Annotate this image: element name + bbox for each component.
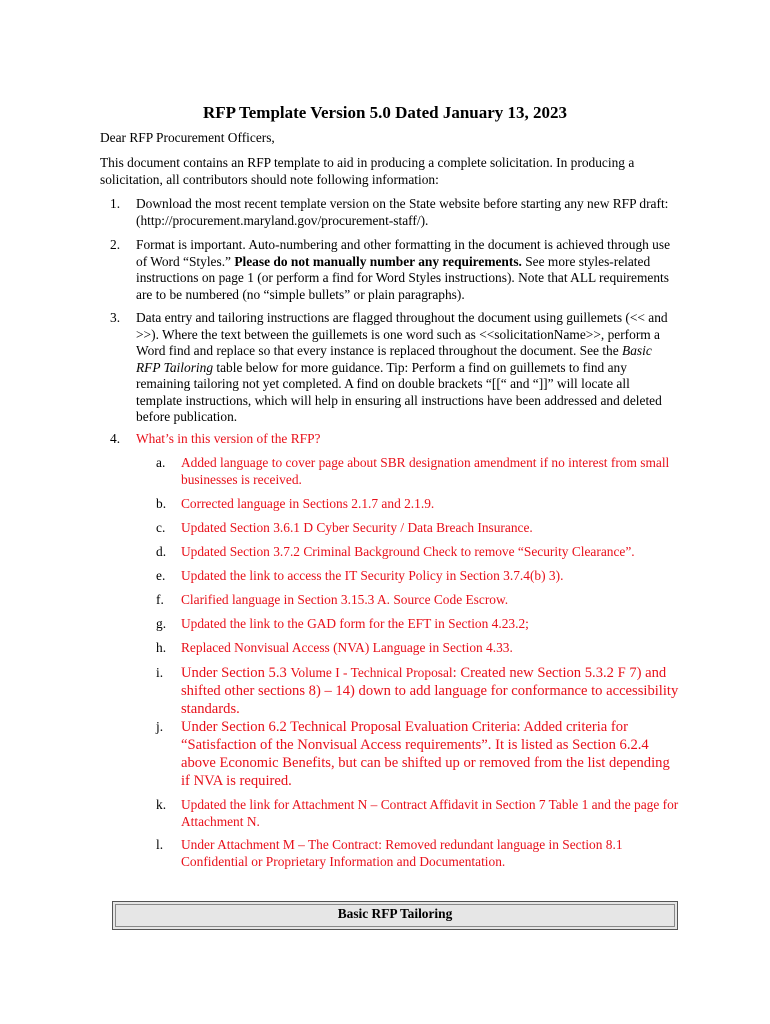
table-header: Basic RFP Tailoring bbox=[337, 906, 453, 921]
sub-item-text: Clarified language in Section 3.15.3 A. Source Code Escrow. bbox=[181, 592, 509, 607]
bold-run: Please do not manually number any requirements. bbox=[234, 253, 522, 269]
sub-item-letter: a. bbox=[156, 455, 166, 470]
list-item-text bbox=[136, 310, 676, 426]
sub-item-letter: b. bbox=[156, 496, 167, 511]
sub-item-letter: d. bbox=[156, 544, 167, 559]
sub-item-text: Under Section 6.2 Technical Proposal Evaluation Criteria: Added criteria for “Satisfaction of the Nonvisual Access requirements”. It is listed as Section 6.2.4 above Economic Benefits, but can be shifted up or removed from the list depending if NVA is required. bbox=[181, 719, 670, 789]
list-item-number: 3. bbox=[110, 310, 121, 325]
sub-item-letter: l. bbox=[156, 837, 164, 852]
sub-item-text: Updated the link to access the IT Security Policy in Section 3.7.4(b) 3). bbox=[181, 568, 564, 583]
list-item-number: 4. bbox=[110, 431, 121, 446]
page-title: RFP Template Version 5.0 Dated January 13, 2023 bbox=[202, 103, 568, 122]
list-item-text: What’s in this version of the RFP? bbox=[136, 431, 321, 446]
sub-item-letter: k. bbox=[156, 797, 167, 812]
text-run: : Created new Section 5.3.2 F 7) and shifted other sections 8) – 14) down to add language for conformance to accessibility standards. bbox=[181, 665, 679, 717]
sub-item-letter: j. bbox=[156, 719, 164, 734]
sub-item-letter: i. bbox=[156, 665, 164, 680]
text-run: Volume I - Technical Proposal bbox=[290, 665, 453, 680]
sub-item-letter: c. bbox=[156, 520, 166, 535]
text-run: table below for more guidance. Tip: Perform a find on guillemets to find any remaining tailoring not yet completed. A find on double brackets “[[“ and “]]” will locate all template instructions, which will help in ensuring all instructions have been addressed and deleted before publication. bbox=[136, 359, 662, 424]
sub-item-text: Updated the link for Attachment N – Contract Affidavit in Section 7 Table 1 and the page for Attachment N. bbox=[181, 797, 679, 829]
italic-run: Basic RFP Tailoring bbox=[136, 343, 652, 375]
list-item-number: 2. bbox=[110, 237, 121, 252]
intro-paragraph: This document contains an RFP template to aid in producing a complete solicitation. In producing a solicitation, all contributors should note following information: bbox=[100, 155, 635, 187]
sub-item-text: Updated the link to the GAD form for the EFT in Section 4.23.2; bbox=[181, 616, 529, 631]
sub-item-text: Added language to cover page about SBR designation amendment if no interest from small businesses is received. bbox=[181, 455, 670, 487]
text-run: Under Section 5.3 bbox=[181, 665, 291, 681]
sub-item-text: Updated Section 3.6.1 D Cyber Security / Data Breach Insurance. bbox=[181, 520, 533, 535]
table-header-cell bbox=[115, 904, 675, 927]
salutation: Dear RFP Procurement Officers, bbox=[100, 130, 275, 145]
list-item-number: 1. bbox=[110, 196, 121, 211]
sub-item-text: Updated Section 3.7.2 Criminal Background Check to remove “Security Clearance”. bbox=[181, 544, 635, 559]
sub-item-text bbox=[181, 664, 681, 718]
list-item-text bbox=[136, 237, 676, 303]
sub-item-text: Under Attachment M – The Contract: Removed redundant language in Section 8.1 Confidential or Proprietary Information and Documentation. bbox=[181, 837, 623, 869]
sub-item-text: Corrected language in Sections 2.1.7 and 2.1.9. bbox=[181, 496, 435, 511]
sub-item-letter: e. bbox=[156, 568, 166, 583]
text-run: See more styles-related instructions on page 1 (or perform a find for Word Styles instructions). Note that ALL requirements are to be numbered (no “simple bullets” or plain paragraphs). bbox=[136, 253, 669, 302]
tailoring-table bbox=[112, 901, 678, 930]
list-item-text: Download the most recent template version on the State website before starting any new RFP draft: (http://procurement.maryland.gov/procurement-staff/). bbox=[136, 196, 669, 228]
sub-item-letter: g. bbox=[156, 616, 167, 631]
text-run: Data entry and tailoring instructions are flagged throughout the document using guillemets (<< and >>). Where the text between the guillemets is one word such as <<solicitationName>>, perform a Word find and replace so that every instance is replaced throughout the document. See the bbox=[136, 310, 668, 358]
sub-item-text: Replaced Nonvisual Access (NVA) Language in Section 4.33. bbox=[181, 640, 513, 655]
sub-item-letter: f. bbox=[156, 592, 164, 607]
text-run: Format is important. Auto-numbering and other formatting in the document is achieved through use of Word “Styles.” bbox=[136, 237, 671, 269]
sub-item-letter: h. bbox=[156, 640, 167, 655]
